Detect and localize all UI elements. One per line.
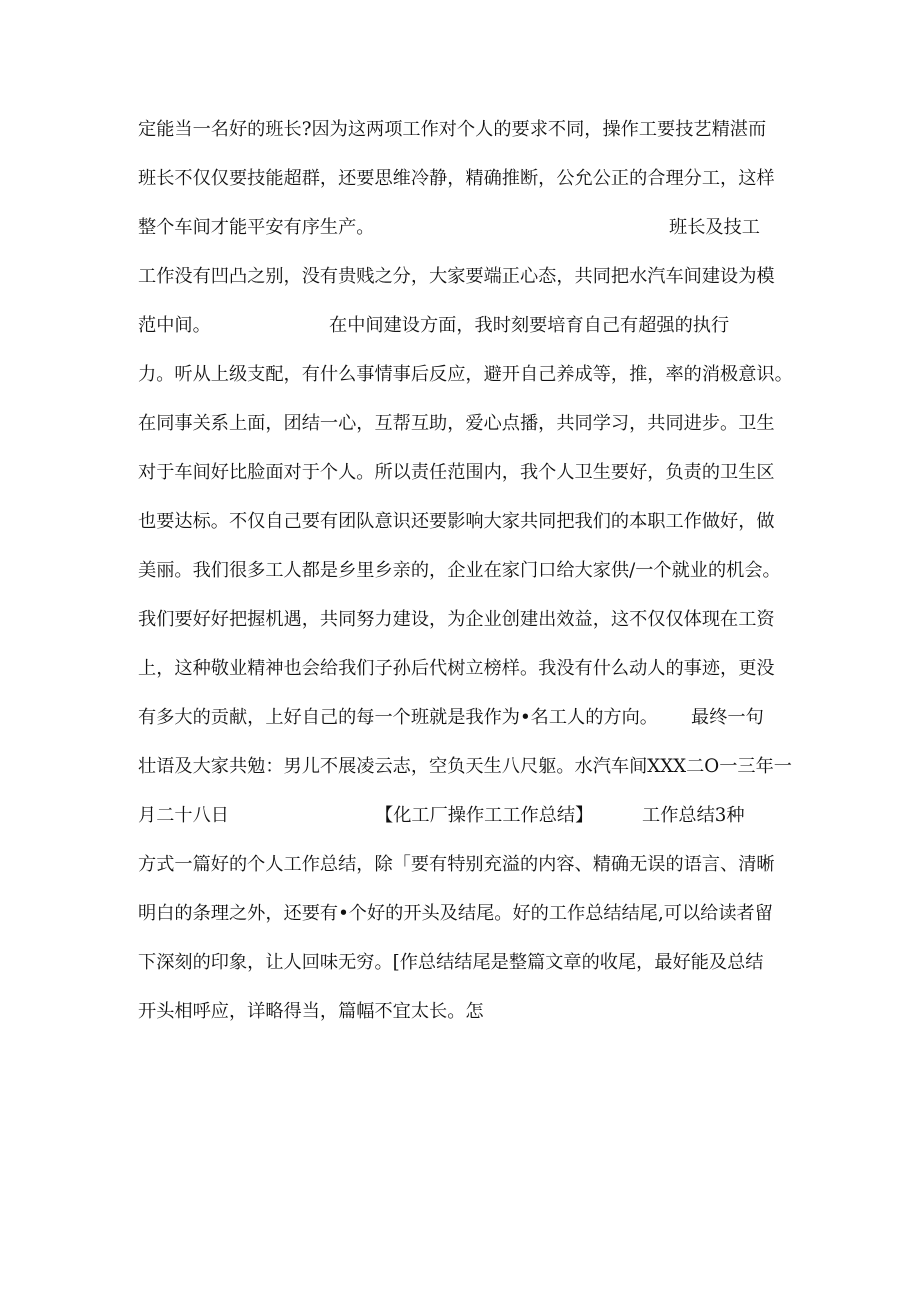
text-segment: 工作总结3种 <box>642 805 745 826</box>
text-line: 也要达标。不仅自己要有团队意识还要影响大家共同把我们的本职工作做好，做 <box>138 511 775 532</box>
text-line: 在同事关系上面，团结一心，互帮互助，爱心点播，共同学习，共同进步。卫生 <box>138 413 775 434</box>
text-segment: 班长及技工 <box>669 217 760 238</box>
text-line <box>138 213 778 243</box>
text-line <box>138 311 778 341</box>
text-segment: 最终一句 <box>691 707 764 728</box>
text-segment: 整个车间才能平安有序生产。 <box>138 217 375 238</box>
text-line: 定能当一名好的班长?因为这两项工作对个人的要求不同，操作工要技艺精湛而 <box>138 119 767 140</box>
text-line: 对于车间好比脸面对于个人。所以责任范围内，我个人卫生要好，负责的卫生区 <box>138 462 775 483</box>
text-segment: 在中间建设方面，我时刻要培育自己有超强的执行 <box>329 315 730 336</box>
text-segment: 有多大的贡献，上好自己的每一个班就是我作为•名工人的方向。 <box>138 707 658 728</box>
text-line: 上，这种敬业精神也会给我们子孙后代树立榜样。我没有什么动人的事迹，更没 <box>138 658 775 679</box>
text-line: 美丽。我们很多工人都是乡里乡亲的，企业在家门口给大家供/一个就业的机会。 <box>138 560 781 581</box>
text-line: 下深刻的印象，让人回味无穷。[作总结结尾是整篇文章的收尾，最好能及总结 <box>138 952 764 973</box>
text-line: 力。听从上级支配，有什么事情事后反应，避开自己养成等，推，率的消极意识。 <box>138 364 793 385</box>
text-line: 开头相呼应，详略得当，篇幅不宜太长。怎 <box>138 1001 484 1022</box>
text-line: 我们要好好把握机遇，共同努力建设，为企业创建出效益，这不仅仅体现在工资 <box>138 609 775 630</box>
text-line: 工作没有凹凸之别，没有贵贱之分，大家要端正心态，共同把水汽车间建设为模 <box>138 266 775 287</box>
text-line: 方式一篇好的个人工作总结，除「要有特别充溢的内容、精确无误的语言、清晰 <box>138 854 775 875</box>
text-line <box>138 703 778 733</box>
text-line: 明白的条理之外，还要有•个好的开头及结尾。好的工作总结结尾,可以给读者留 <box>138 903 773 924</box>
text-segment: 【化工厂操作工工作总结】 <box>375 805 594 826</box>
text-line <box>138 801 778 831</box>
text-segment: 月二十八日 <box>138 805 229 826</box>
text-line: 壮语及大家共勉：男儿不展凌云志，空负天生八尺躯。水汽车间XXX二O一三年一 <box>138 756 792 777</box>
text-line: 班长不仅仅要技能超群，还要思维冷静，精确推断，公允公正的合理分工，这样 <box>138 168 775 189</box>
text-segment: 范中间。 <box>138 315 211 336</box>
